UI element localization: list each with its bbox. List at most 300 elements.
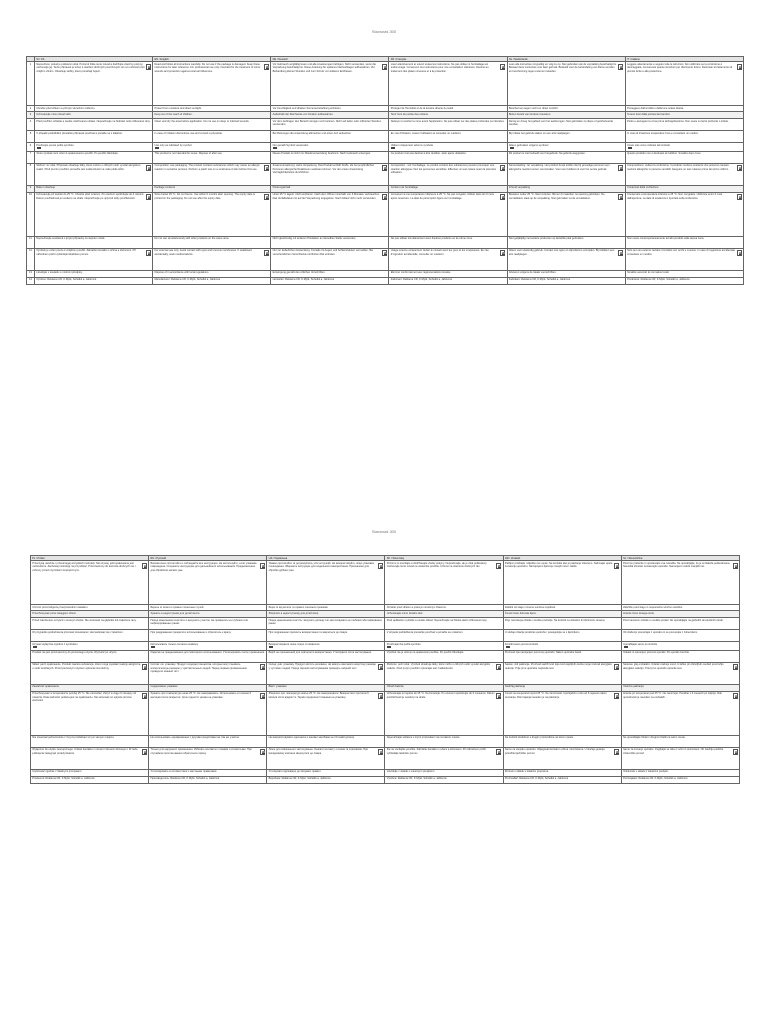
cell-text: Uchovávajte mimo dosahu detí. (386, 611, 424, 615)
cell-text: Niet gelijktijdig met andere producten op dezelfde plek gebruiken. (508, 237, 585, 241)
cell-text: Smaltire secondo le normative locali. (627, 271, 670, 275)
table-cell (625, 142, 743, 151)
table-row (30, 629, 740, 641)
table-cell (507, 130, 625, 142)
table-row (27, 111, 744, 118)
table-cell (389, 142, 507, 151)
cell-text: Výrobek je určen pouze k vnějšímu použití. Zabraňte kontaktu s očima a sliznicemi. Při náhodném požití vyhledejte lékařskou pomoc. (36, 249, 136, 256)
cell-text: Read and follow all instructions carefully. Do not use if the package is damaged. Keep these instructions for later reference. For professional use only. Intended for the treatment of minor wounds and protection against external influences. (154, 63, 261, 73)
cell-text: Composition : voir l'emballage. Le produit contient des substances pouvant provoquer une réaction allergique chez les personnes sensibles. Effectuer un test cutané avant la première utilisation. (390, 164, 497, 174)
pictogram-icon (500, 250, 505, 256)
table-cell (385, 561, 503, 605)
table-cell (31, 610, 149, 617)
cell-text: Čuvati izvan dohvata djece. (504, 611, 537, 615)
cell-text: Používajte iba podľa symbolu (386, 642, 421, 646)
table-cell (35, 248, 153, 270)
symbol-icon (37, 147, 41, 150)
table-cell (625, 236, 743, 248)
pictogram-icon (264, 250, 269, 256)
table-cell (35, 151, 153, 163)
cell-text: Chronić przed wilgocią i bezpośrednim światłem. (32, 606, 89, 610)
table-cell (503, 561, 621, 605)
table-cell (271, 142, 389, 151)
cell-text: Vor Gebrauch sorgfältig lesen und alle Anweisungen befolgen. Nicht verwenden, wenn die Verpackung beschädigt ist. Diese Anleitung für späteres Nachschlagen aufbewahren. Zur Behandlung kleiner Wunden und zum Schutz vor äußeren Einflüssen. (272, 63, 376, 73)
cell-text: Nicht gleichzeitig mit anderen Produkten an derselben Stelle verwenden. (272, 237, 357, 241)
cell-text: In caso di irritazione sospendere l'uso e consultare un medico. (627, 131, 699, 135)
table-cell (385, 617, 503, 629)
cell-text: W przypadku podrażnienia przerwać stosowanie i skonsultować się z lekarzem. (32, 630, 124, 634)
pictogram-icon (264, 165, 269, 171)
table-cell (31, 662, 149, 684)
table-cell (503, 747, 621, 769)
cell-text: Uporabljajte samo po simbolu (623, 642, 658, 646)
cell-text: Uchovávejte při teplotě do 25 °C. Chraňte před mrazem. Po otevření spotřebujte do 6 měsíců. Datum použitelnosti je uvedeno na obalu. Nepoužívejte po uplynutí doby použitelnosti. (36, 193, 145, 200)
cell-text: Беречь от влаги и прямых солнечных лучей. (150, 606, 205, 610)
table-cell (621, 691, 739, 735)
table-row (27, 151, 744, 163)
cell-text: Proteggere dall'umidità e dalla luce solare diretta. (627, 107, 684, 111)
table-cell (149, 629, 267, 641)
cell-text: Contenuto della confezione (627, 186, 659, 190)
pictogram-icon (382, 165, 387, 171)
pictogram-icon (614, 749, 619, 755)
pictogram-icon (496, 693, 501, 699)
pictogram-icon (733, 749, 738, 755)
pictogram-icon (142, 693, 147, 699)
table-cell (267, 684, 385, 691)
table-cell (149, 747, 267, 769)
row-number: 6 (27, 142, 35, 151)
cell-text: Solo per uso esterno. Evitare il contatto con occhi e mucose. In caso di ingestione accidentale consultare un medico. (627, 249, 735, 256)
page-header: Stavsnaš 300 (371, 529, 397, 534)
cell-text: Dit product is niet bedoeld voor hergebruik. Na gebruik weggooien. (508, 152, 586, 156)
table-cell (35, 192, 153, 236)
pictogram-icon (264, 194, 269, 200)
cell-text: For external use only. Avoid contact with eyes and mucous membranes. If swallowed accidentally, seek medical advice. (154, 249, 252, 256)
table-row (30, 617, 740, 629)
cell-text: Unter 25 °C lagern. Nicht einfrieren. Nach dem Öffnen innerhalb von 6 Monaten verbrauchen. Das Verfallsdatum ist auf der Verpackung angegeben. Nach Ablauf nicht mehr verwenden. (272, 193, 380, 200)
page-header: Stavsnaš 300 (371, 29, 397, 34)
table-cell (271, 118, 389, 130)
table-cell (385, 641, 503, 650)
cell-text: Sadržaj pakiranja (504, 685, 525, 689)
table-row (27, 192, 744, 236)
table-cell (625, 111, 743, 118)
table-row (27, 236, 744, 248)
cell-text: Zbrinuti u skladu s lokalnim propisima. (504, 770, 549, 774)
cell-text: Koristiti samo prema simbolu (504, 642, 539, 646)
table-cell (621, 641, 739, 650)
pictogram-icon (382, 64, 387, 70)
cell-text: Pulire e asciugare la zona prima dell'applicazione. Non usare su ferite profonde o infette. (627, 119, 729, 123)
pictogram-icon (142, 664, 147, 670)
table-cell (31, 776, 149, 783)
table-row (30, 769, 740, 776)
table-cell (149, 617, 267, 629)
table-cell (31, 650, 149, 662)
table-cell (503, 629, 621, 641)
cell-text: Samo za zunanjo uporabo. Izogibajte se stiku z očmi in sluznicami. Ob zaužitju poiščite zdravniško pomoč. (623, 748, 724, 755)
pictogram-icon (500, 64, 505, 70)
table-cell (31, 735, 149, 747)
table-cell (385, 610, 503, 617)
cell-text: Утилизировать в соответствии с местными правилами. (150, 770, 218, 774)
table-cell (35, 277, 153, 284)
cell-text: Samo za vanjsku upotrebu. Izbjegavati kontakt s očima i sluznicama. U slučaju gutanja potražite liječničku pomoć. (504, 748, 605, 755)
cell-text: Уважно прочитайте та дотримуйтесь усіх інструкцій. Не використовуйте, якщо упаковка пошкоджена. Збережіть інструкцію для подальшого використання. Призначено для обробки дрібних ран. (268, 562, 374, 572)
table-cell (153, 185, 271, 192)
cell-text: Nie stosować jednocześnie z innymi produktami w tym samym miejscu. (32, 736, 115, 740)
table-row (27, 185, 744, 192)
table-cell (267, 735, 385, 747)
table-cell (267, 610, 385, 617)
pictogram-icon (618, 250, 623, 256)
cell-text: Composition: see packaging. The product contains substances which may cause an allergic reaction in sensitive persons. Perform a patch test on a small area of skin before first use. (154, 164, 260, 171)
table-row (27, 270, 744, 277)
table-cell (267, 662, 385, 684)
table-cell (385, 650, 503, 662)
table-cell (149, 735, 267, 747)
language-column-header: NL / Nederlands (507, 57, 625, 62)
table-cell (625, 270, 743, 277)
symbol-icon (624, 646, 628, 649)
symbol-icon (506, 646, 510, 649)
symbol-icon (387, 646, 391, 649)
table-cell (621, 747, 739, 769)
table-cell (507, 163, 625, 185)
table-cell (503, 650, 621, 662)
cell-text: Utiliser uniquement selon le symbole (390, 143, 434, 147)
cell-text: Hranite izven dosega otrok. (623, 611, 655, 615)
table-cell (267, 629, 385, 641)
pictogram-icon (496, 563, 501, 569)
table-cell (31, 684, 149, 691)
table-cell (267, 641, 385, 650)
table-cell (271, 277, 389, 284)
cell-text: Przechowywać poza zasięgiem dzieci. (32, 611, 77, 615)
table-cell (31, 691, 149, 735)
table-cell (35, 270, 153, 277)
cell-text: Alleen voor uitwendig gebruik. Contact met ogen en slijmvliezen vermijden. Bij inslikken een arts raadplegen. (508, 249, 615, 256)
table-cell (385, 691, 503, 735)
row-number: 10 (27, 192, 35, 236)
table-row (30, 610, 740, 617)
table-row (30, 650, 740, 662)
table-row (27, 62, 744, 106)
cell-text: Conservare a temperatura inferiore a 25 °C. Non congelare. Utilizzare entro 6 mesi dall'apertura. La data di scadenza è riportata sulla confezione. (627, 193, 723, 200)
table-cell (271, 248, 389, 270)
table-cell (149, 691, 267, 735)
pictogram-icon (737, 165, 742, 171)
table-row (27, 163, 744, 185)
cell-text: Виріб не призначений для повторного використання. Утилізувати після застосування. (268, 651, 372, 655)
cell-text: Likvidujte v souladu s místními předpisy. (36, 271, 83, 275)
cell-text: Keep out of the reach of children. (154, 112, 193, 116)
table-row (30, 561, 740, 605)
table-cell (503, 684, 621, 691)
table-cell (153, 118, 271, 130)
table-cell (503, 691, 621, 735)
cell-text: Утилізувати відповідно до місцевих правил. (268, 770, 322, 774)
pictogram-icon (260, 693, 265, 699)
pictogram-icon (733, 664, 738, 670)
cell-text: Nur zur äußerlichen Anwendung. Kontakt mit Augen und Schleimhäuten vermeiden. Bei versehentlichem Verschlucken ärztlichen Rat einholen. (272, 249, 374, 256)
table-cell (267, 561, 385, 605)
table-cell (389, 111, 507, 118)
table-cell (385, 662, 503, 684)
translation-table (26, 56, 744, 285)
pictogram-icon (737, 250, 742, 256)
cell-text: V případě podráždění přestaňte přípravek používat a poraďte se s lékařem. (36, 131, 123, 135)
symbol-icon (269, 646, 273, 649)
table-cell (35, 236, 153, 248)
table-cell (149, 641, 267, 650)
cell-text: Dieses Produkt ist nicht zur Wiederverwendung bestimmt. Nach Gebrauch entsorgen. (272, 152, 371, 156)
cell-text: Iba na vonkajšie použitie. Zabráňte kontaktu s očami a sliznicami. Pri náhodnom požití vyhľadajte lekársku pomoc. (386, 748, 486, 755)
table-cell (625, 130, 743, 142)
cell-text: Samenstelling: zie verpakking. Het product bevat stoffen die bij gevoelige personen een allergische reactie kunnen veroorzaken. Voer een huidtest uit voor het eerste gebruik. (508, 164, 610, 171)
cell-text: Reinig en droog het gebied voor het aanbrengen. Niet gebruiken op diepe of geïnfecteerde wonden. (508, 119, 614, 126)
table-cell (35, 163, 153, 185)
row-number: 8 (27, 163, 35, 185)
table-cell (149, 561, 267, 605)
table-cell (507, 270, 625, 277)
pictogram-icon (618, 64, 623, 70)
table-cell (507, 142, 625, 151)
cell-text: Pažljivo pročitajte i slijedite sve upute. Ne koristite ako je pakiranje oštećeno. Sačuvajte upute za kasniju upotrebu. Namijenjeno liječenju manjih rana i zaštiti. (504, 562, 613, 569)
cell-text: Перед нанесением очистите и высушите участок. Не применять на глубоких или инфицированных ранах. (150, 618, 248, 625)
table-cell (621, 735, 739, 747)
table-cell (35, 62, 153, 106)
cell-text: Ne uporabljajte hkrati z drugimi izdelki na istem mestu. (623, 736, 686, 740)
cell-text: Čuvati na temperaturi ispod 25 °C. Ne zamrzavati. Upotrijebiti u roku od 6 mjeseci nakon otvaranja. Rok trajanja naveden je na pakiranju. (504, 692, 607, 699)
table-cell (153, 270, 271, 277)
cell-text: Výrobce: Reklama CR, K.Mýtě, Sohelkš a, Jablonné (36, 278, 97, 282)
table-row (30, 641, 740, 650)
cell-text: Utylizować zgodnie z lokalnymi przepisami. (32, 770, 83, 774)
cell-text: Przed nałożeniem oczyścić i osuszyć obszar. Nie stosować na głębokie lub zakażone rany. (32, 618, 137, 622)
table-cell (31, 769, 149, 776)
table-cell (625, 151, 743, 163)
table-cell (31, 641, 149, 650)
table-cell (507, 151, 625, 163)
cell-text: Pred aplikáciou vyčistite a osušte oblasť. Nepoužívajte na hlboké alebo infikované rany. (386, 618, 488, 622)
pictogram-icon (146, 250, 151, 256)
table-cell (625, 277, 743, 284)
pictogram-icon (146, 64, 151, 70)
cell-text: Produttore: Reklama CR, K.Mýtě, Sohelkš a, Jablonné (627, 278, 690, 282)
cell-text: Do not use simultaneously with other products on the same area. (154, 237, 230, 241)
table-cell (507, 248, 625, 270)
pictogram-icon (500, 165, 505, 171)
cell-text: Берегти від вологи та прямих сонячних променів. (268, 606, 329, 610)
row-number: 5 (27, 130, 35, 142)
row-number: 13 (27, 270, 35, 277)
cell-text: Bei Reizungen die Anwendung abbrechen und einen Arzt aufsuchen. (272, 131, 352, 135)
language-column-header: PL / Polski (31, 556, 149, 561)
cell-text: Package contents (154, 186, 176, 190)
cell-text: Zusammensetzung: siehe Verpackung. Das Produkt enthält Stoffe, die bei empfindlichen Personen allergische Reaktionen auslösen können. Vor der ersten Anwendung Verträglichkeitstest durchführen. (272, 164, 375, 174)
cell-text: Хранить при температуре ниже 25 °C. Не замораживать. Использовать в течение 6 месяцев после вскрытия. Срок годности указан на упаковке. (150, 692, 252, 699)
table-cell (153, 130, 271, 142)
language-column-header: RU / Русский (149, 556, 267, 561)
table-cell (503, 776, 621, 783)
table-cell (271, 192, 389, 236)
table-cell (625, 163, 743, 185)
cell-text: Производитель: Reklama CR, K.Mýtě, Sohelkš a, Jablonné (150, 777, 220, 781)
cell-text: Zaščitite pred vlago in neposredno sončno svetlobo. (623, 606, 683, 610)
language-column-header: HR / Hrvatski (503, 556, 621, 561)
table-cell (385, 747, 503, 769)
pictogram-icon (382, 250, 387, 256)
table-cell (621, 617, 739, 629)
cell-text: Vsebina pakiranja (623, 685, 644, 689)
table-cell (389, 151, 507, 163)
cell-text: Fabrikant: Reklama CR, K.Mýtě, Sohelkš a, Jablonné (508, 278, 571, 282)
table-cell (31, 747, 149, 769)
table-cell (621, 561, 739, 605)
cell-text: Склад: див. упаковку. Продукт містить речовини, які можуть викликати алергічну реакцію у чутливих людей. Перед першим застосуванням проведіть шкірний тест. (268, 663, 376, 670)
table-cell (625, 185, 743, 192)
cell-text: En cas d'irritation, cesser l'utilisation et consulter un médecin. (390, 131, 462, 135)
cell-text: Chraňte před vlhkem a přímým slunečním zářením. (36, 107, 96, 111)
table-cell (271, 236, 389, 248)
table-cell (271, 111, 389, 118)
symbol-icon (151, 646, 155, 649)
row-number: 2 (27, 106, 35, 111)
table-cell (271, 151, 389, 163)
symbol-icon (510, 147, 514, 150)
row-number: 7 (27, 151, 35, 163)
cell-text: Використовувати лише згідно із символом (268, 642, 320, 646)
language-column-header: FR / Français (389, 57, 507, 62)
table-cell (271, 163, 389, 185)
cell-text: Sastav: vidi pakiranje. Proizvod sadrži tvari koje kod osjetljivih osoba mogu izazvati alergijsku reakciju. Prije prve upotrebe napravite test. (504, 663, 612, 670)
table-cell (153, 277, 271, 284)
table-row (27, 277, 744, 284)
cell-text: Tenere fuori dalla portata dei bambini. (627, 112, 671, 116)
cell-text: Ne koristiti istodobno s drugim proizvodima na istom mjestu. (504, 736, 574, 740)
table-cell (503, 617, 621, 629)
cell-text: Zaštititi od vlage i izravne sunčeve svjetlosti. (504, 606, 556, 610)
table-cell (35, 185, 153, 192)
table-cell (389, 236, 507, 248)
cell-text: Clean and dry the area before application. Do not use on deep or infected wounds. (154, 119, 250, 123)
pictogram-icon (378, 563, 383, 569)
cell-text: Inhoud verpakking (508, 186, 531, 190)
table-cell (153, 62, 271, 106)
table-cell (507, 185, 625, 192)
table-cell (267, 747, 385, 769)
pictogram-icon (378, 693, 383, 699)
table-cell (621, 776, 739, 783)
symbol-icon (628, 147, 632, 150)
table-row (30, 747, 740, 769)
table-cell (507, 277, 625, 284)
cell-text: Use only as indicated by symbol (154, 143, 192, 147)
language-column-header: SK / Slovensky (385, 556, 503, 561)
table-cell (621, 684, 739, 691)
table-cell (389, 277, 507, 284)
language-column-header: UA / Українська (267, 556, 385, 561)
row-number: 3 (27, 111, 35, 118)
cell-text: Ce produit n'est pas destiné à être réutilisé. Jeter après utilisation. (390, 152, 467, 156)
cell-text: Afvoeren volgens de lokale voorschriften. (508, 271, 557, 275)
table-cell (389, 270, 507, 277)
table-cell (153, 151, 271, 163)
table-cell (507, 111, 625, 118)
table-cell (385, 684, 503, 691)
cell-text: Uchovávejte mimo dosah dětí. (36, 112, 72, 116)
cell-text: Перед нанесенням очистіть і висушіть ділянку. Не застосовувати на глибоких або інфікованих ранах. (268, 618, 382, 625)
cell-text: Vor Feuchtigkeit und direkter Sonneneinstrahlung schützen. (272, 107, 342, 111)
table-cell (507, 192, 625, 236)
cell-text: Éliminer conformément aux réglementations locales. (390, 271, 452, 275)
language-column-header: SL / Slovenščina (621, 556, 739, 561)
table-cell (35, 118, 153, 130)
language-column-header: EN / English (153, 57, 271, 62)
cell-text: Hranite pri temperaturi pod 25 °C. Ne zamrzujte. Porabite v 6 mesecih po odprtju. Rok uporabnosti je naveden na embalaži. (623, 692, 722, 699)
cell-text: Store below 25 °C. Do not freeze. Use within 6 months after opening. The expiry date is printed on the packaging. Do not use after the expiry date. (154, 193, 255, 200)
cell-text: Лише для зовнішнього застосування. Уникати контакту з очима та слизовими. При випадковому ковтанні звернутися до лікаря. (268, 748, 368, 755)
table-cell (625, 118, 743, 130)
cell-text: Před použitím očistěte a osušte ošetřovanou oblast. Nepoužívejte na hluboké nebo infikované rány. (36, 119, 151, 123)
cell-text: Używać wyłącznie zgodnie z symbolem (32, 642, 78, 646)
table-cell (507, 118, 625, 130)
cell-text: Packungsinhalt (272, 186, 291, 190)
table-cell (271, 270, 389, 277)
pictogram-icon (146, 194, 151, 200)
table-row (27, 248, 744, 270)
table-cell (149, 650, 267, 662)
table-cell (153, 236, 271, 248)
pictogram-icon (500, 194, 505, 200)
table-row (30, 735, 740, 747)
symbol-icon (155, 147, 159, 150)
table-cell (507, 236, 625, 248)
cell-text: Не использовать одновременно с другими средствами на том же участке. (150, 736, 240, 740)
cell-text: Pozorne si prečítajte a dodržiavajte všetky pokyny. Nepoužívajte, ak je obal poškodený. Uschovajte tento návod na neskoršie použitie. Určené na ošetrenie drobných rán. (386, 562, 488, 569)
table-cell (149, 684, 267, 691)
language-column-header: Sl / CS (35, 57, 153, 62)
pictogram-icon (378, 664, 383, 670)
cell-text: This product is not intended for reuse. Dispose of after use. (154, 152, 223, 156)
cell-text: Skład: patrz opakowanie. Produkt zawiera substancje, które mogą wywołać reakcję alergiczną u osób wrażliwych. Przed pierwszym użyciem wykonać test skórny. (32, 663, 141, 670)
cell-text: Lisez attentivement et suivez toutes les instructions. Ne pas utiliser si l'emballage est endommagé. Conservez ces instructions pour une consultation ultérieure. Destiné au traitement des plaies mineures et à la protection. (390, 63, 489, 73)
cell-text: Только для наружного применения. Избегать контакта с глазами и слизистыми. При случайном проглатывании обратиться к врачу. (150, 748, 252, 755)
cell-text: Leggere attentamente e seguire tutte le istruzioni. Non utilizzare se la confezione è danneggiata. Conservare queste istruzioni per riferimento futuro. Destinato al trattamento di piccole ferite e alla protezione. (627, 63, 733, 73)
table-cell (621, 769, 739, 776)
cell-text: Manufacturer: Reklama CR, K.Mýtě, Sohelkš a, Jablonné (154, 278, 221, 282)
table-cell (389, 118, 507, 130)
cell-text: Beschermen tegen vocht en direct zonlicht. (508, 107, 559, 111)
table-row (30, 691, 740, 735)
pictogram-icon (733, 693, 738, 699)
cell-text: Виробник: Reklama CR, K.Mýtě, Sohelkš a, Jablonné (268, 777, 331, 781)
cell-text: Protect from moisture and direct sunlight. (154, 107, 202, 111)
row-number: 4 (27, 118, 35, 130)
table-cell (267, 776, 385, 783)
symbol-icon (33, 646, 37, 649)
cell-text: Lees alle instructies zorgvuldig en volg ze op. Niet gebruiken als de verpakking beschadigd is. Bewaar deze instructies voor later gebruik. Bedoeld voor de behandeling van kleine wonden en bescherming tegen externe invloeden. (508, 63, 617, 73)
pictogram-icon (264, 64, 269, 70)
cell-text: Tento výrobek není určen k opakovanému použití. Po použití zlikvidujte. (36, 152, 119, 156)
language-column-header: DE / Deutsch (271, 57, 389, 62)
pictogram-icon (618, 194, 623, 200)
cell-text: Chráňte pred vlhkom a priamym slnečným žiarením. (386, 606, 447, 610)
table-cell (507, 62, 625, 106)
document-page-2 (0, 512, 768, 1024)
